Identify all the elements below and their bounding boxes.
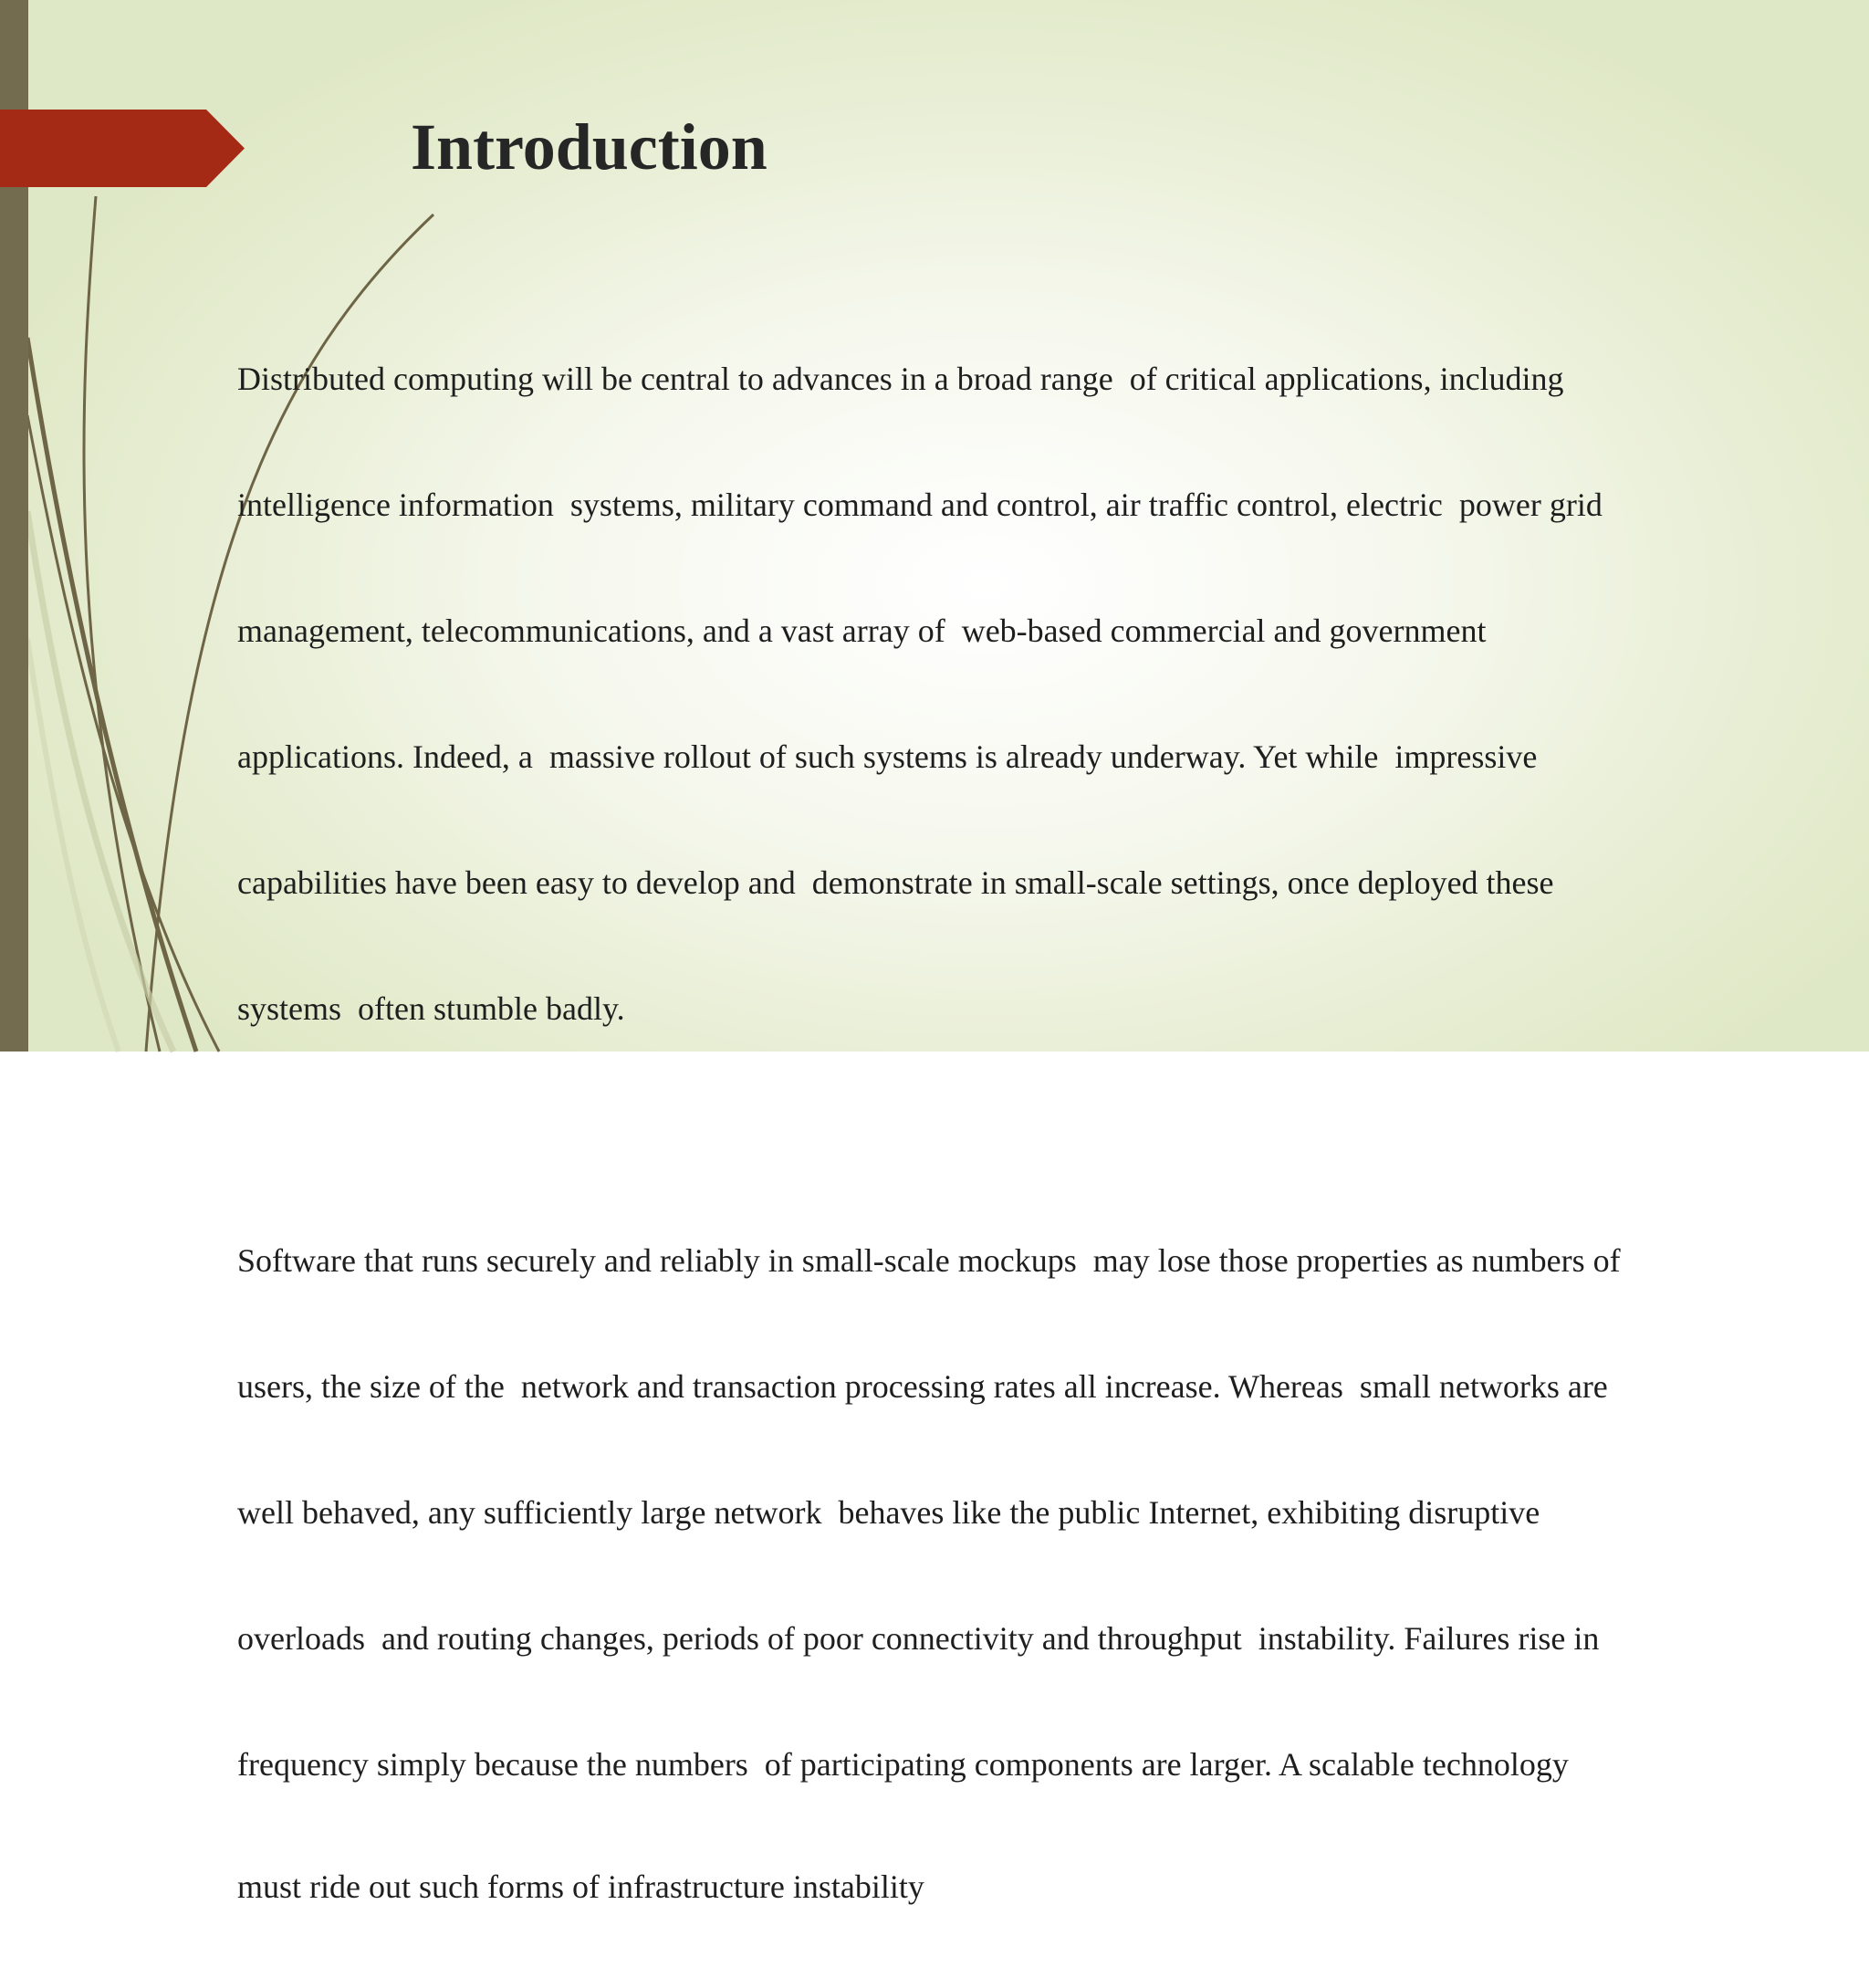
paragraph-1-line-3: management, telecommunications, and a vast array of web-based commercial and government	[237, 612, 1487, 649]
paragraph-1-line-5: capabilities have been easy to develop and demonstrate in small-scale settings, once deployed these	[237, 864, 1554, 901]
paragraph-2-line-5: frequency simply because the numbers of participating components are larger. A scalable technology	[237, 1746, 1569, 1783]
paragraph-2-line-1: Software that runs securely and reliably in small-scale mockups may lose those properties as numbers of	[237, 1242, 1621, 1279]
paragraph-2	[237, 1156, 1734, 1988]
paragraph-2-line-3: well behaved, any sufficiently large network behaves like the public Internet, exhibiting disruptive	[237, 1494, 1540, 1531]
paragraph-1-line-2: intelligence information systems, military command and control, air traffic control, electric power grid	[237, 487, 1603, 523]
paragraph-1-line-4: applications. Indeed, a massive rollout of such systems is already underway. Yet while impressive	[237, 738, 1538, 775]
paragraph-2-line-2: users, the size of the network and transaction processing rates all increase. Whereas small networks are	[237, 1368, 1608, 1405]
paragraph-2-line-4: overloads and routing changes, periods of poor connectivity and throughput instability. Failures rise in	[237, 1620, 1600, 1657]
paragraph-1-line-1: Distributed computing will be central to advances in a broad range of critical applications, including	[237, 361, 1564, 397]
slide-title: Introduction	[411, 110, 767, 183]
title-arrow-marker	[0, 110, 245, 187]
paragraph-2-line-6: must ride out such forms of infrastructure instability	[237, 1868, 924, 1905]
slide-body	[237, 274, 1734, 1988]
paragraph-1-line-6: systems often stumble badly.	[237, 990, 625, 1027]
paragraph-1	[237, 274, 1734, 1114]
